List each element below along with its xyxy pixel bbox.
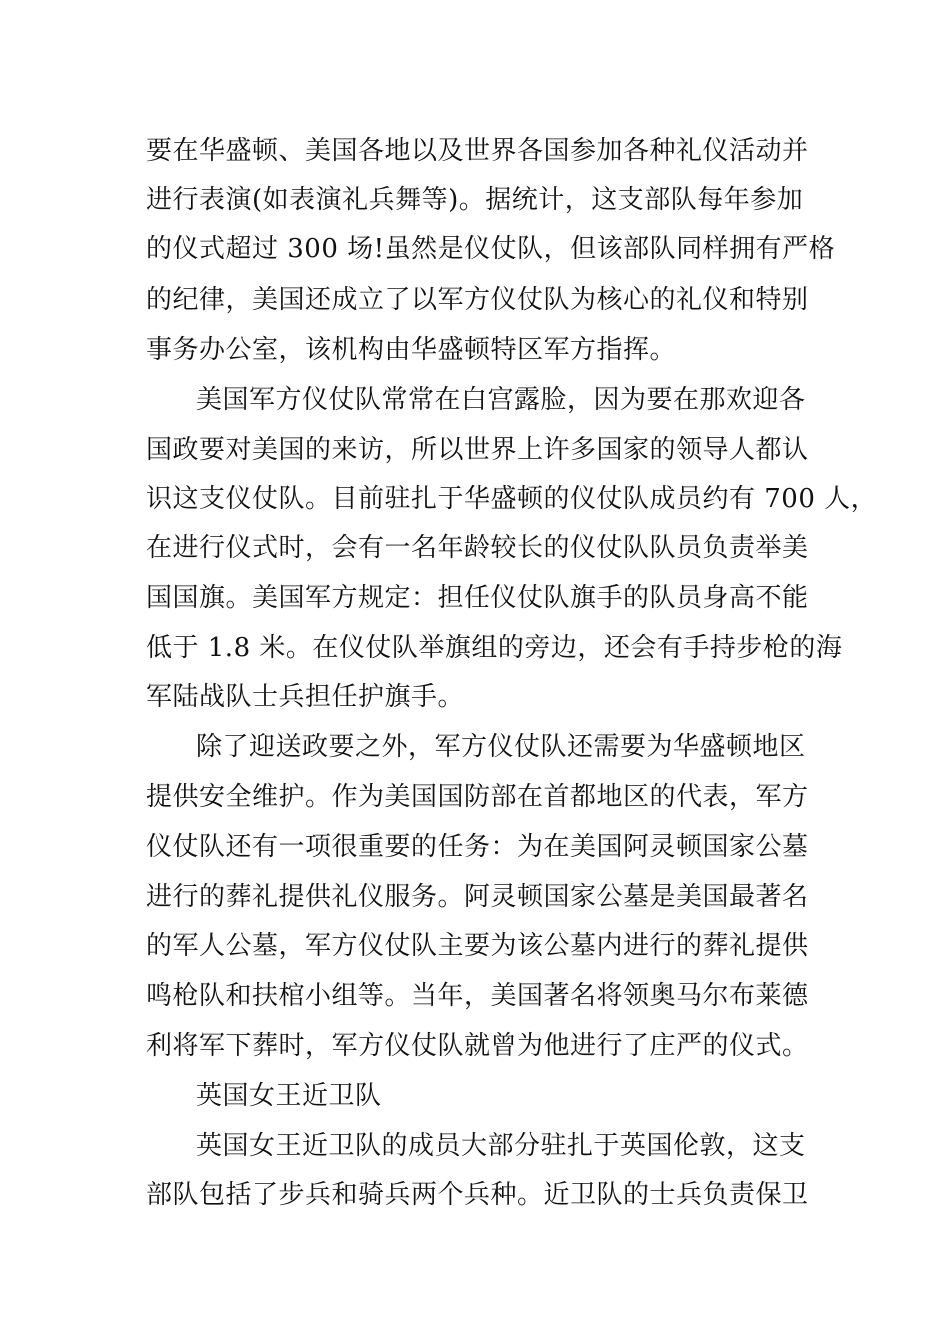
text-line: 识这支仪仗队。目前驻扎于华盛顿的仪仗队成员约有 700 人， [146, 484, 878, 514]
section-heading: 英国女王近卫队 [196, 1081, 382, 1111]
text-line: 低于 1.8 米。在仪仗队举旗组的旁边，还会有手持步枪的海 [146, 633, 843, 663]
text-line: 的军人公墓，军方仪仗队主要为该公墓内进行的葬礼提供 [146, 931, 809, 961]
text-line: 部队包括了步兵和骑兵两个兵种。近卫队的士兵负责保卫 [146, 1180, 809, 1210]
text-line: 国政要对美国的来访，所以世界上许多国家的领导人都认 [146, 435, 809, 465]
text-line: 鸣枪队和扶棺小组等。当年，美国著名将领奥马尔布莱德 [146, 981, 809, 1011]
text-line: 军陆战队士兵担任护旗手。 [146, 682, 465, 712]
text-line: 的纪律，美国还成立了以军方仪仗队为核心的礼仪和特别 [146, 285, 809, 315]
text-line: 在进行仪式时，会有一名年龄较长的仪仗队队员负责举美 [146, 533, 809, 563]
text-line: 进行表演(如表演礼兵舞等)。据统计，这支部队每年参加 [146, 185, 804, 215]
text-line: 利将军下葬时，军方仪仗队就曾为他进行了庄严的仪式。 [146, 1031, 809, 1061]
text-line: 除了迎送政要之外，军方仪仗队还需要为华盛顿地区 [196, 732, 806, 762]
text-line: 国国旗。美国军方规定：担任仪仗队旗手的队员身高不能 [146, 583, 809, 613]
text-line: 的仪式超过 300 场!虽然是仪仗队，但该部队同样拥有严格 [146, 234, 836, 264]
text-line: 要在华盛顿、美国各地以及世界各国参加各种礼仪活动并 [146, 136, 809, 166]
text-line: 事务办公室，该机构由华盛顿特区军方指挥。 [146, 335, 677, 365]
text-line: 英国女王近卫队的成员大部分驻扎于英国伦敦，这支 [196, 1131, 806, 1161]
text-line: 仪仗队还有一项很重要的任务：为在美国阿灵顿国家公墓 [146, 832, 809, 862]
text-line: 进行的葬礼提供礼仪服务。阿灵顿国家公墓是美国最著名 [146, 882, 809, 912]
text-line: 美国军方仪仗队常常在白宫露脸，因为要在那欢迎各 [196, 385, 806, 415]
text-line: 提供安全维护。作为美国国防部在首都地区的代表，军方 [146, 782, 809, 812]
